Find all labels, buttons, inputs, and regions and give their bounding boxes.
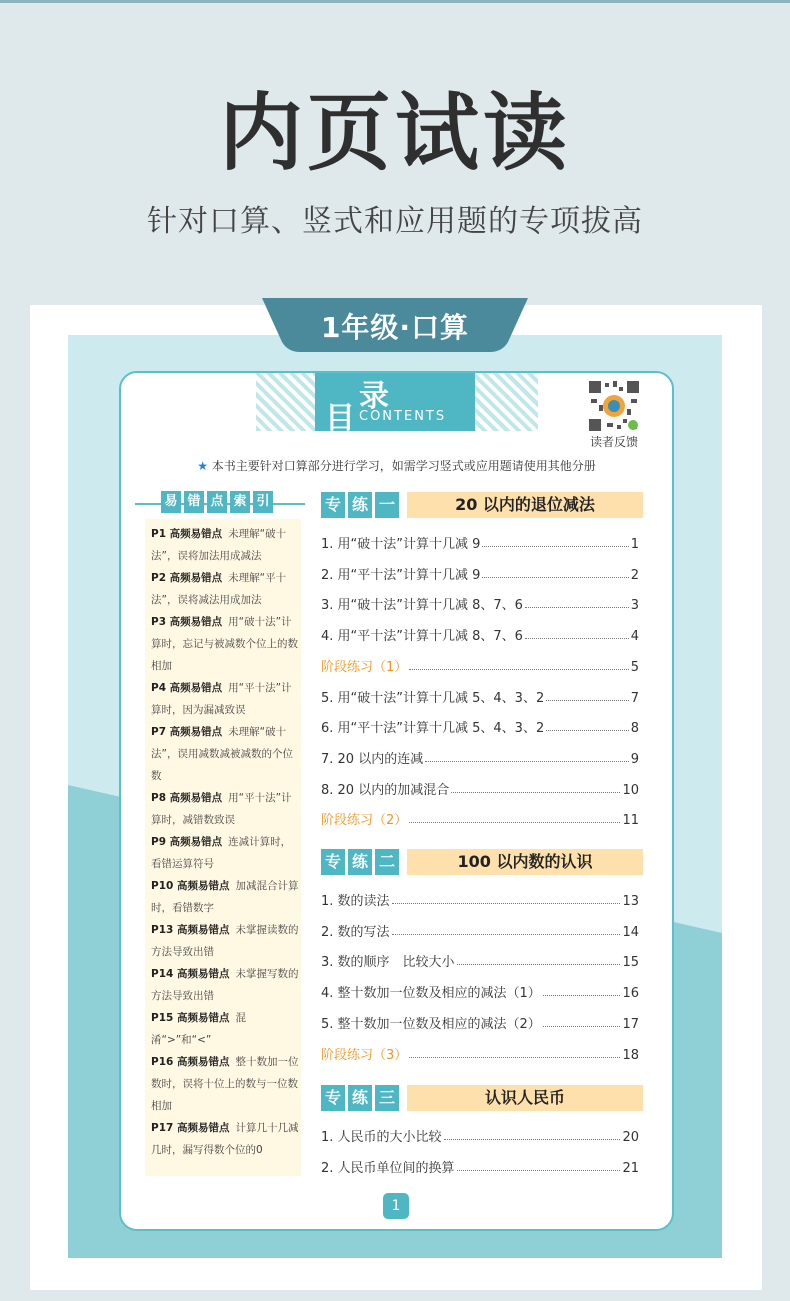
- entry-text: 整十数加一位数时，误将十位上的数与一位数相加: [151, 1056, 299, 1112]
- section-label-char: 练: [348, 849, 372, 875]
- toc-item-page: 10: [622, 782, 639, 798]
- error-index-entry: [151, 611, 299, 677]
- error-index-entry: [151, 787, 299, 831]
- leader-dots: [546, 730, 628, 731]
- error-index-entry: [151, 721, 299, 787]
- entry-code: P8 高频易错点: [151, 792, 223, 804]
- toc-item-page: 9: [630, 751, 639, 767]
- toc-item[interactable]: [321, 920, 639, 940]
- entry-code: P3 高频易错点: [151, 616, 223, 628]
- toc-page: [119, 371, 674, 1231]
- section-title: 认识人民币: [407, 1085, 643, 1111]
- qr-label: 读者反馈: [589, 435, 638, 449]
- leader-dots: [444, 1139, 621, 1140]
- toc-item-page: 17: [622, 1016, 639, 1032]
- toc-item-label: 7. 20 以内的连减: [321, 751, 424, 767]
- entry-code: P15 高频易错点: [151, 1012, 230, 1024]
- toc-item[interactable]: [321, 1125, 639, 1145]
- leader-dots: [409, 1057, 620, 1058]
- section-label-char: 专: [321, 1085, 345, 1111]
- toc-item[interactable]: [321, 981, 639, 1001]
- section-header: [321, 492, 643, 518]
- entry-text: 加减混合计算时，看错数字: [151, 880, 299, 914]
- toc-item[interactable]: [321, 950, 639, 970]
- error-index-entry: [151, 963, 299, 1007]
- toc-item[interactable]: [321, 747, 639, 767]
- error-index-entry: [151, 567, 299, 611]
- entry-text: 用“破十法”计算时，忘记与被减数个位上的数相加: [151, 616, 298, 672]
- toc-item[interactable]: [321, 716, 639, 736]
- leader-dots: [525, 638, 629, 639]
- toc-item-page: 14: [622, 924, 639, 940]
- toc-item-label: 3. 用“破十法”计算十几减 8、7、6: [321, 598, 523, 614]
- leader-dots: [482, 546, 628, 547]
- ribbon-label: 1年级·口算: [320, 311, 470, 344]
- leader-dots: [525, 607, 629, 608]
- leader-dots: [425, 761, 629, 762]
- toc-item-label: 4. 用“平十法”计算十几减 8、7、6: [321, 629, 523, 645]
- toc-item[interactable]: [321, 563, 639, 583]
- toc-item-page: 16: [622, 986, 639, 1002]
- section-label-char: 专: [321, 849, 345, 875]
- toc-item-label: 1. 用“破十法”计算十几减 9: [321, 537, 481, 552]
- toc-item-page: 20: [622, 1130, 639, 1145]
- toc-item[interactable]: [321, 593, 639, 613]
- sidebar-title: [161, 491, 273, 513]
- entry-text: 混淆“>”和“<”: [151, 1012, 246, 1046]
- entry-text: 用“平十法”计算时，因为漏减致误: [151, 682, 292, 716]
- toc-item-page: 15: [622, 955, 639, 971]
- contents-english: CONTENTS: [359, 409, 447, 424]
- page-title: 内页试读: [218, 84, 571, 182]
- toc-item-label: 阶段练习（3）: [321, 1047, 408, 1063]
- leader-dots: [451, 792, 620, 793]
- leader-dots: [543, 1026, 621, 1027]
- error-index-entry: [151, 1117, 299, 1161]
- section-label: [321, 1085, 399, 1111]
- leader-dots: [482, 577, 628, 578]
- section-label-char: 练: [348, 492, 372, 518]
- entry-text: 连减计算时，看错运算符号: [151, 836, 292, 870]
- sidebar-title-char: 点: [207, 491, 227, 513]
- toc-item[interactable]: [321, 778, 639, 798]
- toc-item-page: 4: [630, 629, 639, 645]
- section-title: 20 以内的退位减法: [407, 492, 643, 518]
- sidebar-title-char: 错: [184, 491, 204, 513]
- leader-dots: [457, 964, 621, 965]
- toc-practice-item[interactable]: [321, 808, 639, 828]
- usage-note-text: 本书主要针对口算部分进行学习，如需学习竖式或应用题请使用其他分册: [211, 459, 596, 473]
- toc-item-label: 3. 数的顺序 比较大小: [321, 955, 455, 971]
- toc-item-page: 8: [630, 721, 639, 737]
- error-index-entry: [151, 677, 299, 721]
- leader-dots: [409, 822, 620, 823]
- star-icon: ★: [197, 459, 208, 473]
- entry-code: P14 高频易错点: [151, 968, 230, 980]
- section-header: [321, 849, 643, 875]
- entry-text: 未掌握读数的方法导致出错: [151, 924, 299, 958]
- section-label: [321, 492, 399, 518]
- grade-ribbon: [262, 298, 528, 352]
- leader-dots: [392, 903, 621, 904]
- contents-title-box: [315, 373, 475, 436]
- section-label-char: 一: [375, 492, 399, 518]
- toc-item[interactable]: [321, 1012, 639, 1032]
- error-index-entry: [151, 875, 299, 919]
- error-index-entry: [151, 1051, 299, 1117]
- entry-code: P17 高频易错点: [151, 1122, 230, 1134]
- entry-code: P2 高频易错点: [151, 572, 223, 584]
- error-index-sidebar: [145, 519, 301, 1176]
- sidebar-title-char: 易: [161, 491, 181, 513]
- toc-item-label: 阶段练习（2）: [321, 813, 408, 829]
- leader-dots: [457, 1170, 621, 1171]
- entry-code: P13 高频易错点: [151, 924, 230, 936]
- entry-code: P4 高频易错点: [151, 682, 223, 694]
- entry-code: P1 高频易错点: [151, 528, 223, 540]
- toc-item-label: 6. 用“平十法”计算十几减 5、4、3、2: [321, 721, 545, 737]
- toc-practice-item[interactable]: [321, 655, 639, 675]
- entry-text: 未理解“破十法”，误用减数减被减数的个位数: [151, 726, 293, 782]
- section-label: [321, 849, 399, 875]
- toc-item[interactable]: [321, 889, 639, 909]
- error-index-entry: [151, 919, 299, 963]
- leader-dots: [543, 995, 621, 996]
- entry-text: 未理解“破十法”，误将加法用成减法: [151, 528, 287, 562]
- sidebar-header: [135, 491, 305, 515]
- page-number: 1: [383, 1193, 409, 1219]
- error-index-entry: [151, 1007, 299, 1051]
- toc-item-label: 5. 用“破十法”计算十几减 5、4、3、2: [321, 690, 545, 706]
- toc-item-page: 5: [630, 659, 639, 675]
- entry-code: P16 高频易错点: [151, 1056, 230, 1068]
- sidebar-title-char: 引: [253, 491, 273, 513]
- leader-dots: [409, 669, 628, 670]
- toc-item-page: 11: [622, 813, 639, 829]
- toc-item-page: 13: [622, 894, 639, 909]
- entry-text: 未理解“平十法”，误将减法用成加法: [151, 572, 287, 606]
- toc-item-label: 阶段练习（1）: [321, 659, 408, 675]
- toc-item[interactable]: [321, 624, 639, 644]
- entry-code: P9 高频易错点: [151, 836, 223, 848]
- sidebar-title-char: 索: [230, 491, 250, 513]
- toc-item-label: 2. 数的写法: [321, 924, 390, 940]
- toc-item-label: 5. 整十数加一位数及相应的减法（2）: [321, 1016, 541, 1032]
- toc-item-page: 21: [622, 1160, 639, 1176]
- entry-text: 计算几十几减几时，漏写得数个位的0: [151, 1122, 299, 1156]
- qr-code-icon[interactable]: [587, 379, 641, 433]
- section-title: 100 以内数的认识: [407, 849, 643, 875]
- leader-dots: [392, 934, 621, 935]
- toc-item-label: 8. 20 以内的加减混合: [321, 782, 450, 798]
- mulu-char-2: 录: [359, 379, 389, 414]
- toc-item[interactable]: [321, 1156, 639, 1176]
- error-index-entry: [151, 523, 299, 567]
- toc-item-page: 7: [630, 690, 639, 706]
- toc-item-label: 4. 整十数加一位数及相应的减法（1）: [321, 986, 541, 1002]
- toc-item-label: 2. 用“平十法”计算十几减 9: [321, 567, 481, 583]
- toc-item-label: 1. 人民币的大小比较: [321, 1130, 442, 1145]
- toc-item[interactable]: [321, 532, 639, 552]
- section-label-char: 二: [375, 849, 399, 875]
- toc-item-label: 2. 人民币单位间的换算: [321, 1160, 455, 1176]
- entry-code: P7 高频易错点: [151, 726, 223, 738]
- entry-text: 用“平十法”计算时，减错数致误: [151, 792, 292, 826]
- section-header: [321, 1085, 643, 1111]
- toc-item[interactable]: [321, 686, 639, 706]
- mulu-char-1: 目: [325, 401, 355, 436]
- section-label-char: 练: [348, 1085, 372, 1111]
- entry-text: 未掌握写数的方法导致出错: [151, 968, 299, 1002]
- section-label-char: 三: [375, 1085, 399, 1111]
- toc-item-label: 1. 数的读法: [321, 894, 390, 909]
- toc-item-page: 1: [630, 537, 639, 552]
- toc-practice-item[interactable]: [321, 1043, 639, 1063]
- toc-item-page: 3: [630, 598, 639, 614]
- section-label-char: 专: [321, 492, 345, 518]
- toc-item-page: 18: [622, 1047, 639, 1063]
- page-subtitle: 针对口算、竖式和应用题的专项拔高: [147, 204, 643, 239]
- toc-item-page: 2: [630, 567, 639, 583]
- usage-note: [121, 457, 672, 474]
- leader-dots: [546, 700, 628, 701]
- error-index-entry: [151, 831, 299, 875]
- entry-code: P10 高频易错点: [151, 880, 230, 892]
- top-border-line: [0, 0, 790, 3]
